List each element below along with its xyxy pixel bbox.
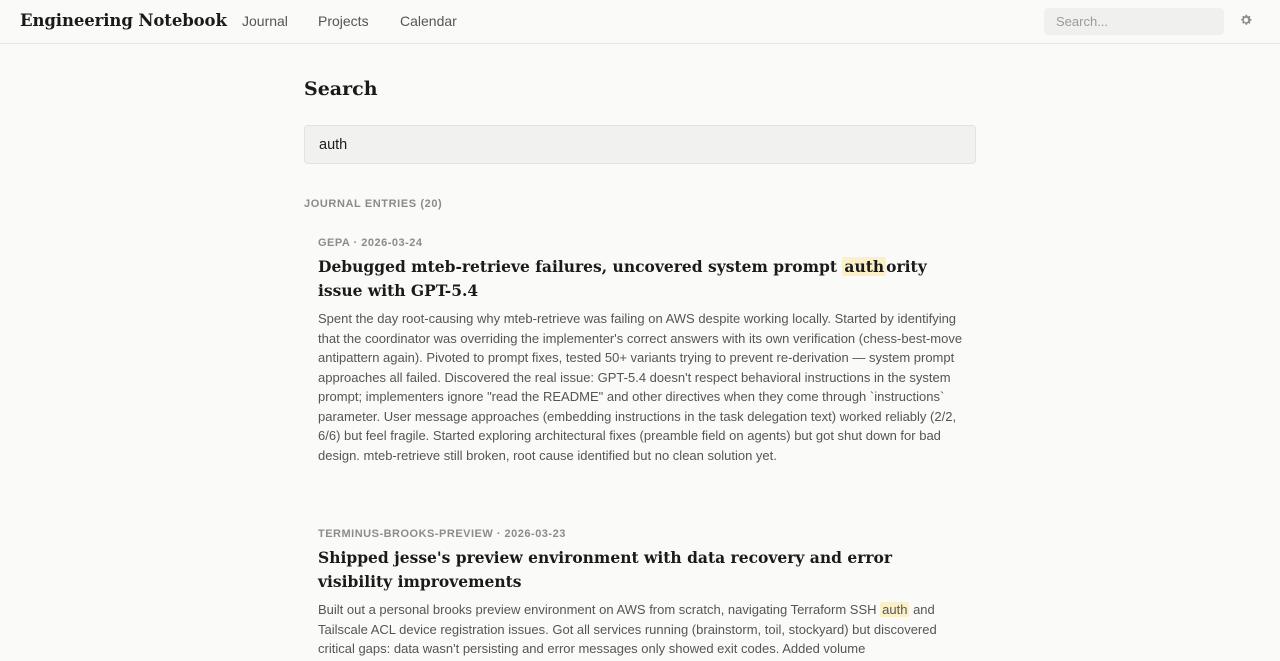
search-match-highlight: auth: [844, 257, 885, 276]
excerpt-text: Built out a personal brooks preview environment on AWS from scratch, navigating Terraform SSH: [318, 602, 881, 617]
nav-link-journal[interactable]: Journal: [242, 13, 288, 29]
entry-title[interactable]: [318, 546, 968, 594]
brand-title[interactable]: Engineering Notebook: [20, 11, 227, 30]
entry-title[interactable]: [318, 255, 968, 303]
entry-excerpt: [318, 600, 966, 659]
header-search-input[interactable]: [1044, 8, 1224, 35]
top-navigation-bar: [0, 0, 1280, 44]
search-match-highlight: auth: [882, 602, 908, 617]
title-text: Shipped jesse's preview environment with data recovery and error visibility improvements: [318, 548, 893, 591]
nav-link-calendar[interactable]: Calendar: [400, 13, 457, 29]
search-query-input[interactable]: [304, 125, 976, 164]
title-text: ority issue with GPT-5.4: [318, 257, 927, 300]
title-text: Debugged mteb-retrieve failures, uncovered system prompt: [318, 257, 843, 276]
entry-excerpt: [318, 309, 966, 465]
entry-meta: GEPA · 2026-03-24: [318, 237, 423, 249]
excerpt-text: Spent the day root-causing why mteb-retrieve was failing on AWS despite working locally. Started by identifying that the coordinator was overriding the implementer's correct answers with its own verification (chess-best-move antipattern again). Pivoted to prompt fixes, tested 50+ variants trying to prevent re-derivation — system prompt approaches all failed. Discovered the real issue: GPT-5.4 doesn't respect behavioral instructions in the system prompt; implementers ignore "read the README" and other directives when they come through `instructions` parameter. User message approaches (embedding instructions in the task delegation text) worked reliably (2/2, 6/6) but feel fragile. Started exploring architectural fixes (preamble field on agents) but got shut down for bad design. mteb-retrieve still broken, root cause identified but no clean solution yet.: [318, 311, 963, 463]
gear-icon[interactable]: [1239, 13, 1253, 27]
excerpt-text: and Tailscale ACL device registration issues. Got all services running (brainstorm, toil, stockyard) but discovered critical gaps: data wasn't persisting and error messages only showed exit codes. Added volume: [318, 602, 937, 656]
entry-meta: TERMINUS-BROOKS-PREVIEW · 2026-03-23: [318, 528, 566, 540]
nav-link-projects[interactable]: Projects: [318, 13, 369, 29]
page-title: Search: [304, 78, 378, 100]
results-section-label: JOURNAL ENTRIES (20): [304, 198, 443, 210]
